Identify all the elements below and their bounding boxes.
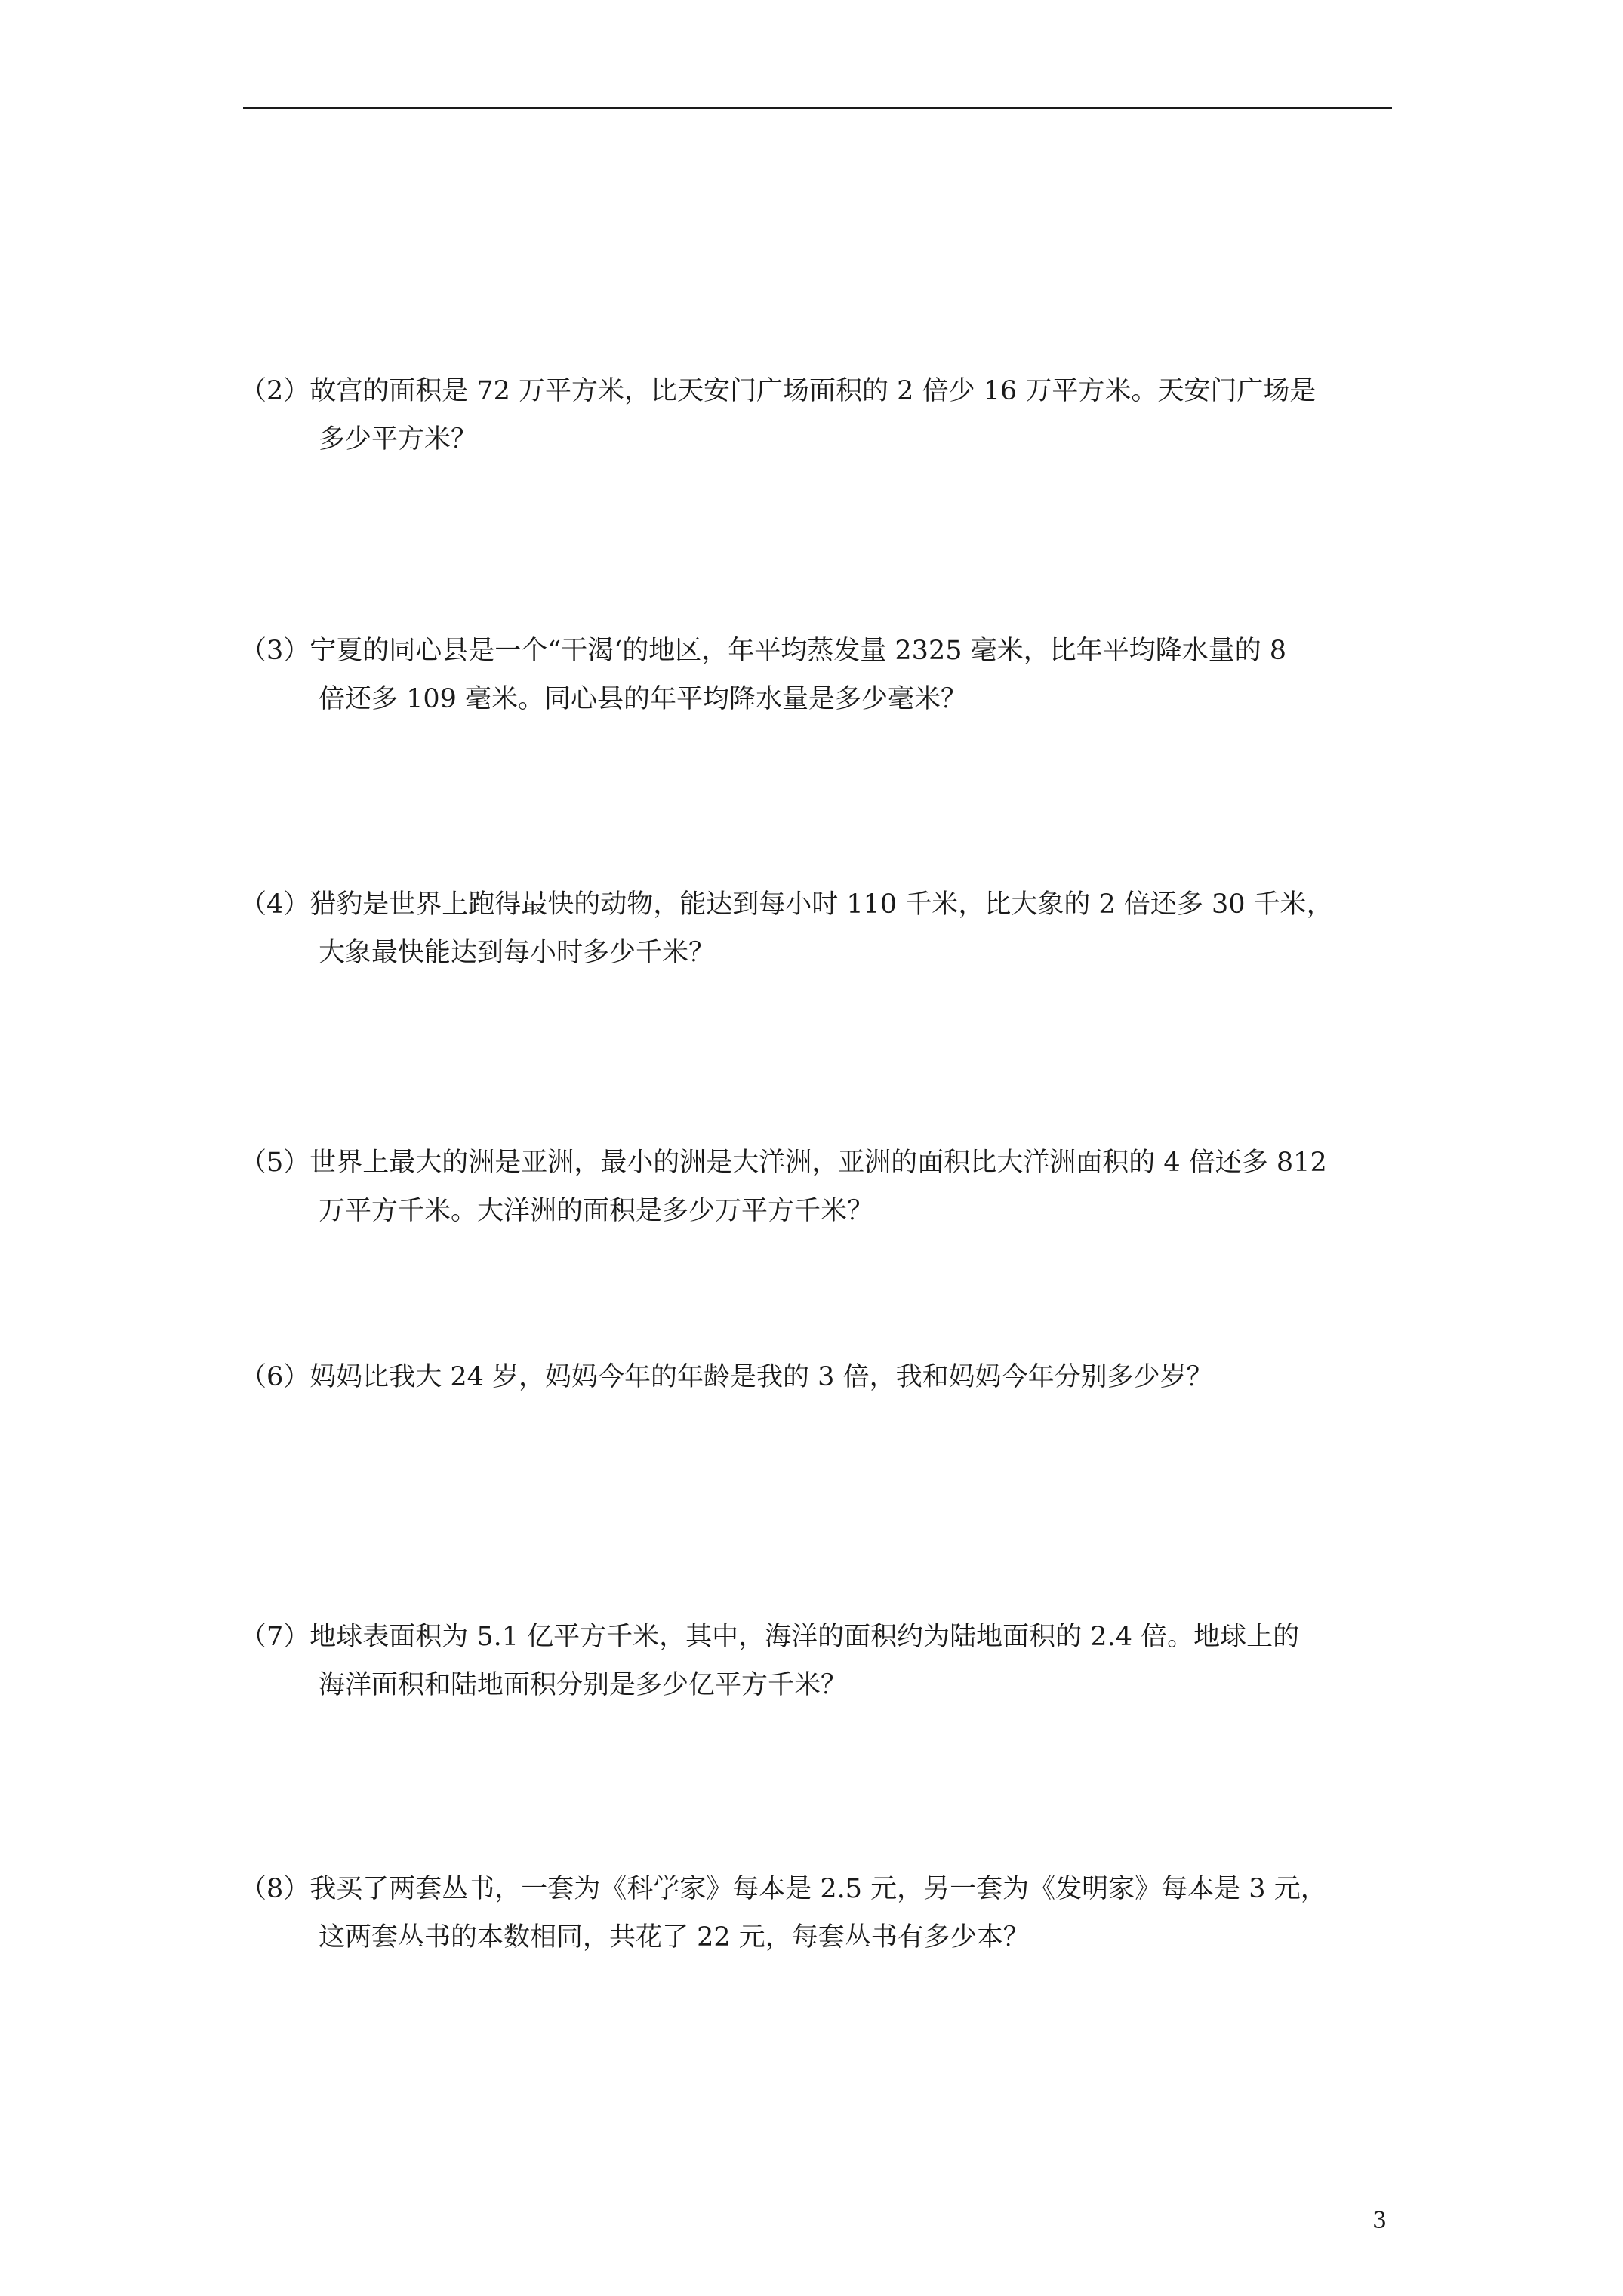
question-2-line-1: （2）故宫的面积是 72 万平方米，比天安门广场面积的 2 倍少 16 万平方米。天安门广场是: [240, 376, 1317, 406]
question-3-line-2: 倍还多 109 毫米。同心县的年平均降水量是多少毫米？: [319, 684, 968, 714]
question-4-line-2: 大象最快能达到每小时多少千米？: [319, 938, 716, 968]
question-4: [240, 880, 1395, 977]
question-6: [240, 1353, 1395, 1401]
question-6-line-1: （6）妈妈比我大 24 岁，妈妈今年的年龄是我的 3 倍，我和妈妈今年分别多少岁？: [240, 1362, 1213, 1392]
question-3-line-1: （3）宁夏的同心县是一个“干渴‘的地区，年平均蒸发量 2325 毫米，比年平均降水量的 8: [240, 636, 1287, 666]
page-number: 3: [1372, 2208, 1387, 2234]
question-7-line-1: （7）地球表面积为 5.1 亿平方千米，其中，海洋的面积约为陆地面积的 2.4 倍。地球上的: [240, 1622, 1300, 1652]
question-4-line-1: （4）猎豹是世界上跑得最快的动物，能达到每小时 110 千米，比大象的 2 倍还多 30 千米，: [240, 889, 1333, 920]
question-8-line-1: （8）我买了两套丛书，一套为《科学家》每本是 2.5 元，另一套为《发明家》每本是 3 元，: [240, 1874, 1327, 1904]
question-2-line-2: 多少平方米？: [319, 424, 478, 455]
question-5: [240, 1139, 1395, 1235]
question-7: [240, 1613, 1395, 1709]
question-3: [240, 627, 1395, 723]
question-8: [240, 1865, 1395, 1962]
question-7-line-2: 海洋面积和陆地面积分别是多少亿平方千米？: [319, 1670, 848, 1700]
question-5-line-1: （5）世界上最大的洲是亚洲，最小的洲是大洋洲，亚洲的面积比大洋洲面积的 4 倍还多 812: [240, 1148, 1327, 1178]
question-8-line-2: 这两套丛书的本数相同，共花了 22 元，每套丛书有多少本？: [319, 1922, 1030, 1952]
question-5-line-2: 万平方千米。大洋洲的面积是多少万平方千米？: [319, 1196, 874, 1226]
question-2: [240, 367, 1395, 464]
header-rule: [243, 107, 1392, 109]
